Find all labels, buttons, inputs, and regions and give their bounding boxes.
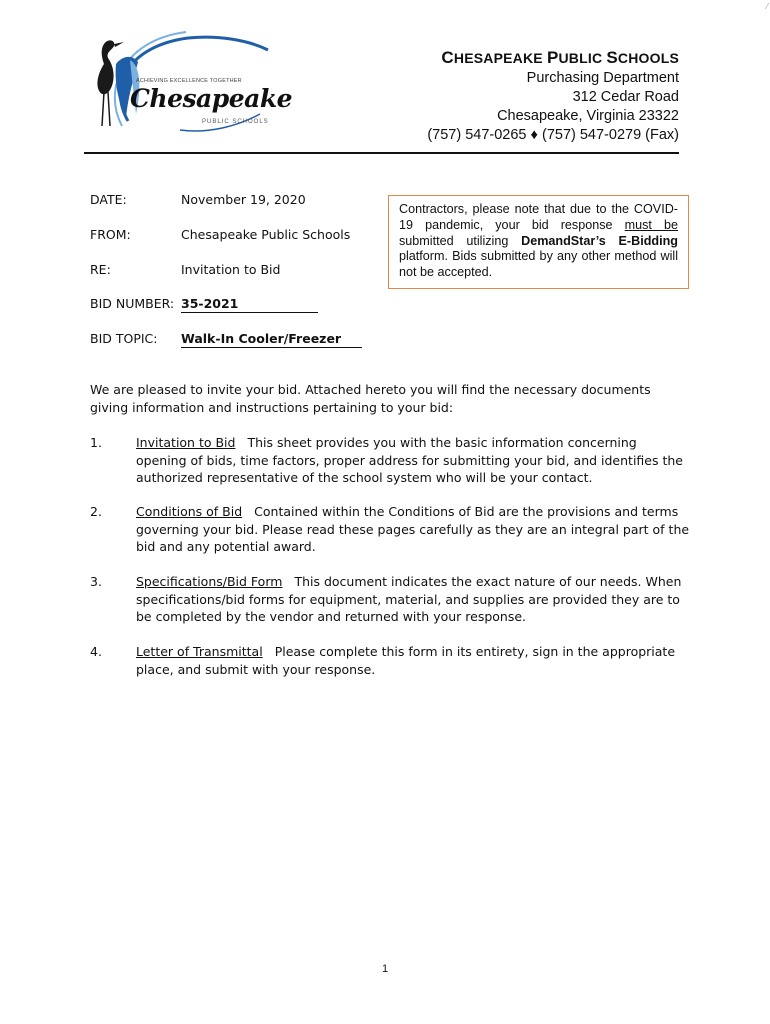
bid-topic-value: Walk-In Cooler/Freezer (181, 331, 362, 348)
platform-name: DemandStar’s E-Bidding (521, 233, 678, 248)
logo-tagline: ACHIEVING EXCELLENCE TOGETHER (136, 78, 242, 84)
diamond-icon: ♦ (530, 127, 538, 143)
intro-paragraph: We are pleased to invite your bid. Attached hereto you will find the necessary documents giving information and instructions pertaining to your bid: (90, 382, 651, 415)
street-address: 312 Cedar Road (572, 89, 679, 105)
re-label: RE: (90, 262, 111, 277)
item-title: Letter of Transmittal (136, 644, 263, 659)
bid-topic-label: BID TOPIC: (90, 331, 158, 346)
letterhead (427, 48, 679, 145)
organization-name: CHESAPEAKE PUBLIC SCHOOLS (441, 48, 679, 67)
date-label: DATE: (90, 192, 127, 207)
logo-wordmark: Chesapeake (130, 84, 293, 113)
list-item: Specifications/Bid Form This document indicates the exact nature of our needs. When specifications/bid forms for equipment, material, and supplies are provided they are to be completed by the vendor and returned with your response. (136, 574, 682, 624)
item-number: 1. (90, 435, 102, 450)
item-number: 3. (90, 574, 102, 589)
phone-fax: (757) 547-0265 ♦ (757) 547-0279 (Fax) (427, 127, 679, 143)
corner-mark: ⁄ (766, 2, 768, 11)
logo-subtitle: PUBLIC SCHOOLS (202, 119, 269, 125)
list-item: Letter of Transmittal Please complete this form in its entirety, sign in the appropriate place, and submit with your response. (136, 644, 676, 677)
item-number: 2. (90, 504, 102, 519)
city-state-zip: Chesapeake, Virginia 23322 (497, 108, 679, 124)
item-title: Specifications/Bid Form (136, 574, 283, 589)
page-number: 1 (381, 963, 389, 975)
list-item: Conditions of Bid Contained within the Conditions of Bid are the provisions and terms governing your bid. Please read these pages carefully as they are an integral part of the bid and any potential award. (136, 504, 690, 554)
department: Purchasing Department (526, 70, 679, 86)
must-be-emphasis: must be (624, 217, 678, 232)
item-number: 4. (90, 644, 102, 659)
date-value: November 19, 2020 (181, 192, 306, 207)
item-title: Conditions of Bid (136, 504, 243, 519)
district-logo (88, 26, 293, 136)
header-rule (84, 152, 679, 154)
bid-number-label: BID NUMBER: (90, 296, 175, 311)
bid-number-value: 35-2021 (181, 296, 318, 313)
re-value: Invitation to Bid (181, 262, 281, 277)
list-item: Invitation to Bid This sheet provides you with the basic information concerning opening of bids, time factors, proper address for submitting your bid, and identifies the authorized representative of the school system who will be your contact. (136, 435, 683, 485)
item-title: Invitation to Bid (136, 435, 236, 450)
from-value: Chesapeake Public Schools (181, 227, 351, 242)
from-label: FROM: (90, 227, 131, 242)
covid-notice-box: Contractors, please note that due to the COVID-19 pandemic, your bid response must be submitted utilizing DemandStar’s E-Bidding platform. Bids submitted by any other method will not be accepted. (388, 195, 689, 289)
